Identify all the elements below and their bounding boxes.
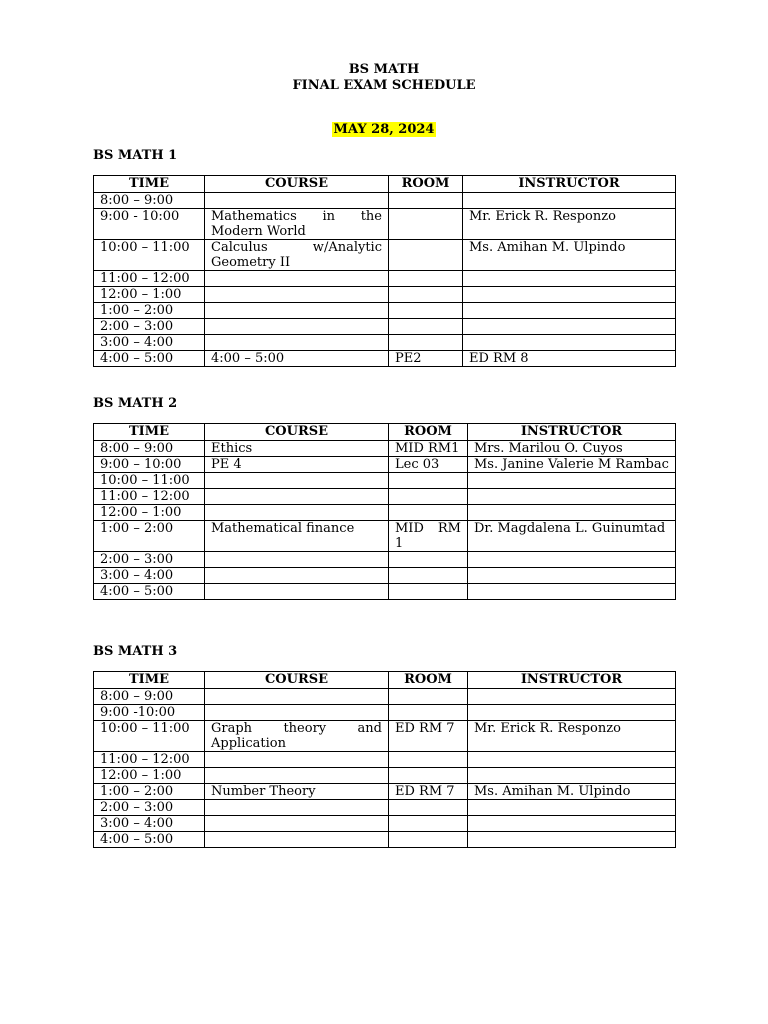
- table-row: [94, 568, 676, 584]
- cell-time: 2:00 – 3:00: [94, 319, 205, 335]
- cell-room: [389, 193, 463, 209]
- table-row: [94, 521, 676, 552]
- cell-room: [389, 568, 468, 584]
- table-row: [94, 441, 676, 457]
- cell-room: [389, 832, 468, 848]
- cell-time: 9:00 - 10:00: [94, 209, 205, 240]
- header-title: FINAL EXAM SCHEDULE: [292, 78, 476, 93]
- cell-course: Number Theory: [205, 784, 389, 800]
- cell-course: [205, 303, 389, 319]
- cell-time: 11:00 – 12:00: [94, 489, 205, 505]
- table-row: [94, 784, 676, 800]
- cell-instructor: Dr. Magdalena L. Guinumtad: [468, 521, 676, 552]
- cell-instructor: [463, 287, 676, 303]
- cell-time: 4:00 – 5:00: [94, 832, 205, 848]
- table-row: [94, 832, 676, 848]
- cell-course: [205, 689, 389, 705]
- cell-room: [389, 319, 463, 335]
- cell-room: [389, 473, 468, 489]
- cell-instructor: [463, 335, 676, 351]
- exam-date-highlight: MAY 28, 2024: [333, 122, 435, 137]
- cell-instructor: [463, 271, 676, 287]
- table-row: [94, 552, 676, 568]
- cell-instructor: ED RM 8: [463, 351, 676, 367]
- cell-room: [389, 552, 468, 568]
- cell-time: 12:00 – 1:00: [94, 505, 205, 521]
- cell-instructor: [468, 800, 676, 816]
- cell-time: 1:00 – 2:00: [94, 521, 205, 552]
- table-header-row: [94, 424, 676, 441]
- cell-course: [205, 816, 389, 832]
- cell-course: [205, 193, 389, 209]
- cell-time: 1:00 – 2:00: [94, 303, 205, 319]
- cell-room: [389, 335, 463, 351]
- column-header-instructor: INSTRUCTOR: [468, 672, 676, 689]
- cell-room: [389, 800, 468, 816]
- cell-instructor: [463, 193, 676, 209]
- cell-instructor: Mr. Erick R. Responzo: [468, 721, 676, 752]
- cell-time: 10:00 – 11:00: [94, 473, 205, 489]
- cell-time: 8:00 – 9:00: [94, 441, 205, 457]
- table-row: [94, 584, 676, 600]
- cell-time: 4:00 – 5:00: [94, 351, 205, 367]
- table-row: [94, 705, 676, 721]
- cell-course: Graph theory and Application: [205, 721, 389, 752]
- cell-instructor: [468, 832, 676, 848]
- column-header-instructor: INSTRUCTOR: [463, 176, 676, 193]
- cell-time: 3:00 – 4:00: [94, 335, 205, 351]
- cell-instructor: [468, 552, 676, 568]
- table-row: [94, 287, 676, 303]
- cell-time: 1:00 – 2:00: [94, 784, 205, 800]
- table-row: [94, 752, 676, 768]
- cell-instructor: [468, 752, 676, 768]
- cell-instructor: Ms. Amihan M. Ulpindo: [463, 240, 676, 271]
- cell-instructor: [468, 489, 676, 505]
- section-title-bs-math-2: BS MATH 2: [93, 396, 178, 411]
- cell-instructor: [463, 319, 676, 335]
- cell-course: [205, 800, 389, 816]
- cell-time: 10:00 – 11:00: [94, 240, 205, 271]
- cell-instructor: [463, 303, 676, 319]
- column-header-time: TIME: [94, 672, 205, 689]
- cell-course: [205, 473, 389, 489]
- table-row: [94, 303, 676, 319]
- table-row: [94, 768, 676, 784]
- cell-room: [389, 505, 468, 521]
- table-row: [94, 335, 676, 351]
- cell-course: [205, 489, 389, 505]
- cell-time: 11:00 – 12:00: [94, 271, 205, 287]
- cell-course: [205, 584, 389, 600]
- cell-room: PE2: [389, 351, 463, 367]
- cell-course: [205, 505, 389, 521]
- section-title-bs-math-1: BS MATH 1: [93, 148, 178, 163]
- cell-time: 12:00 – 1:00: [94, 287, 205, 303]
- table-row: [94, 351, 676, 367]
- cell-room: MID RM1: [389, 441, 468, 457]
- cell-course: Ethics: [205, 441, 389, 457]
- table-header-row: [94, 176, 676, 193]
- cell-room: [389, 489, 468, 505]
- cell-course: [205, 335, 389, 351]
- cell-course: Calculus w/Analytic Geometry II: [205, 240, 389, 271]
- cell-course: [205, 271, 389, 287]
- cell-time: 10:00 – 11:00: [94, 721, 205, 752]
- cell-course: [205, 768, 389, 784]
- cell-time: 3:00 – 4:00: [94, 816, 205, 832]
- cell-room: [389, 240, 463, 271]
- cell-instructor: [468, 705, 676, 721]
- schedule-table-bs-math-3: [93, 671, 676, 848]
- cell-course: [205, 552, 389, 568]
- cell-instructor: Mr. Erick R. Responzo: [463, 209, 676, 240]
- table-row: [94, 689, 676, 705]
- table-row: [94, 489, 676, 505]
- cell-instructor: Mrs. Marilou O. Cuyos: [468, 441, 676, 457]
- column-header-course: COURSE: [205, 424, 389, 441]
- table-header-row: [94, 672, 676, 689]
- cell-course: Mathematical finance: [205, 521, 389, 552]
- cell-time: 3:00 – 4:00: [94, 568, 205, 584]
- cell-course: [205, 287, 389, 303]
- cell-time: 2:00 – 3:00: [94, 552, 205, 568]
- cell-room: [389, 271, 463, 287]
- cell-time: 8:00 – 9:00: [94, 193, 205, 209]
- cell-course: [205, 832, 389, 848]
- cell-instructor: [468, 505, 676, 521]
- cell-course: 4:00 – 5:00: [205, 351, 389, 367]
- cell-room: ED RM 7: [389, 784, 468, 800]
- table-row: [94, 319, 676, 335]
- table-row: [94, 240, 676, 271]
- cell-instructor: Ms. Amihan M. Ulpindo: [468, 784, 676, 800]
- cell-instructor: [468, 768, 676, 784]
- column-header-instructor: INSTRUCTOR: [468, 424, 676, 441]
- cell-room: [389, 816, 468, 832]
- column-header-course: COURSE: [205, 176, 389, 193]
- cell-room: [389, 303, 463, 319]
- cell-room: [389, 287, 463, 303]
- cell-room: ED RM 7: [389, 721, 468, 752]
- cell-course: [205, 319, 389, 335]
- cell-time: 8:00 – 9:00: [94, 689, 205, 705]
- cell-room: Lec 03: [389, 457, 468, 473]
- column-header-room: ROOM: [389, 176, 463, 193]
- column-header-time: TIME: [94, 424, 205, 441]
- cell-instructor: [468, 473, 676, 489]
- cell-course: PE 4: [205, 457, 389, 473]
- table-row: [94, 473, 676, 489]
- cell-time: 9:00 – 10:00: [94, 457, 205, 473]
- cell-course: Mathematics in the Modern World: [205, 209, 389, 240]
- table-row: [94, 193, 676, 209]
- cell-time: 9:00 -10:00: [94, 705, 205, 721]
- document-header: [0, 62, 768, 94]
- cell-room: [389, 689, 468, 705]
- column-header-course: COURSE: [205, 672, 389, 689]
- table-row: [94, 271, 676, 287]
- schedule-table-bs-math-2: [93, 423, 676, 600]
- table-row: [94, 800, 676, 816]
- cell-instructor: [468, 568, 676, 584]
- cell-course: [205, 752, 389, 768]
- table-row: [94, 209, 676, 240]
- header-program: BS MATH: [348, 62, 420, 77]
- cell-time: 12:00 – 1:00: [94, 768, 205, 784]
- cell-instructor: [468, 689, 676, 705]
- cell-course: [205, 568, 389, 584]
- cell-instructor: [468, 584, 676, 600]
- cell-room: MID RM 1: [389, 521, 468, 552]
- cell-room: [389, 584, 468, 600]
- cell-instructor: [468, 816, 676, 832]
- cell-room: [389, 752, 468, 768]
- column-header-room: ROOM: [389, 424, 468, 441]
- cell-course: [205, 705, 389, 721]
- column-header-time: TIME: [94, 176, 205, 193]
- table-row: [94, 816, 676, 832]
- exam-date: [0, 122, 768, 137]
- cell-room: [389, 209, 463, 240]
- section-title-bs-math-3: BS MATH 3: [93, 644, 178, 659]
- cell-instructor: Ms. Janine Valerie M Rambac: [468, 457, 676, 473]
- table-row: [94, 505, 676, 521]
- cell-room: [389, 768, 468, 784]
- column-header-room: ROOM: [389, 672, 468, 689]
- cell-time: 2:00 – 3:00: [94, 800, 205, 816]
- cell-time: 4:00 – 5:00: [94, 584, 205, 600]
- cell-time: 11:00 – 12:00: [94, 752, 205, 768]
- cell-room: [389, 705, 468, 721]
- schedule-table-bs-math-1: [93, 175, 676, 367]
- table-row: [94, 721, 676, 752]
- table-row: [94, 457, 676, 473]
